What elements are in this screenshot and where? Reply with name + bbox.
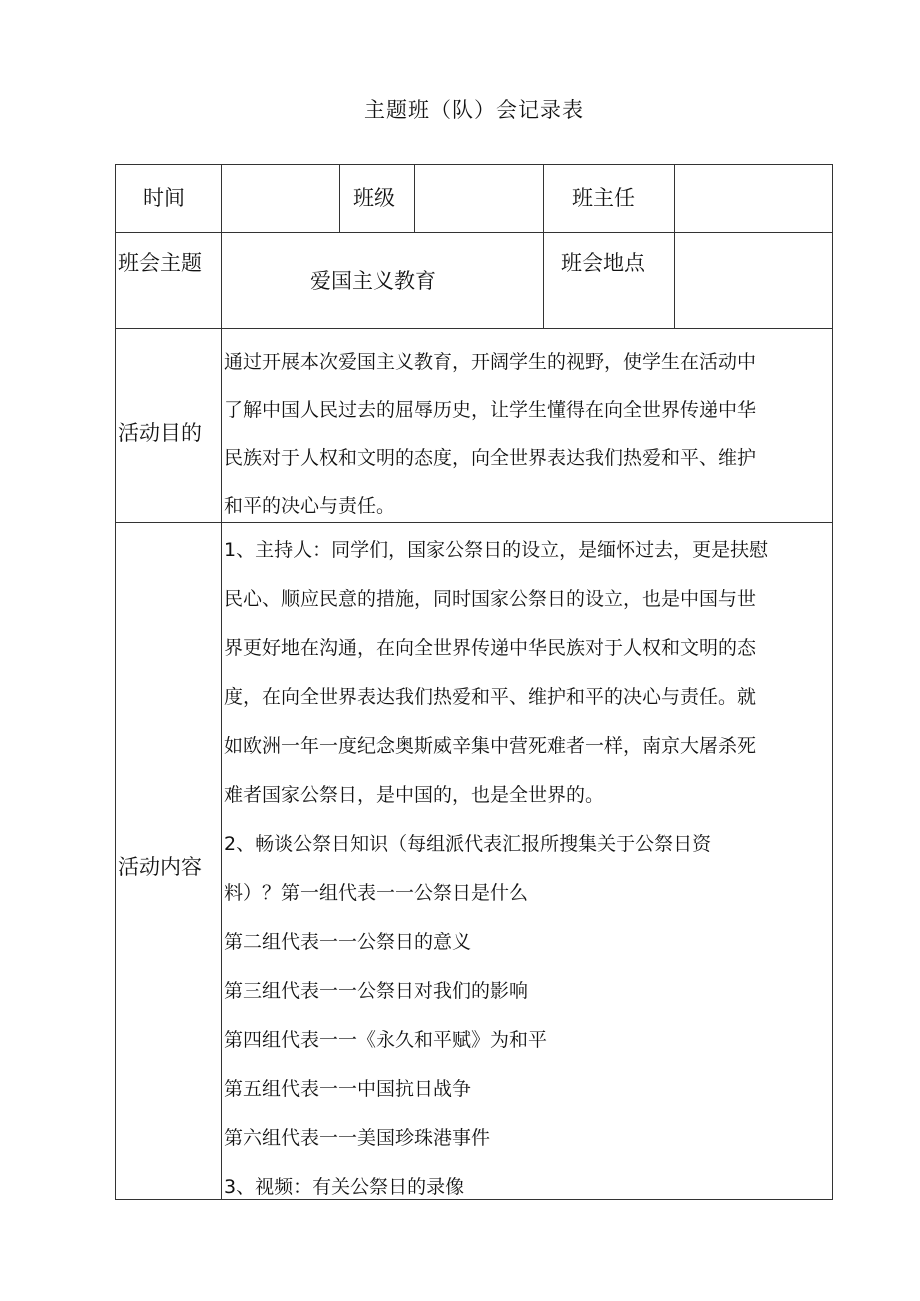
table-row-divider [115,232,833,233]
content-line: 难者国家公祭日，是中国的，也是全世界的。 [224,784,605,806]
content-line: 料）？第一组代表一一公祭日是什么 [224,882,529,904]
table-border-left [115,164,116,1200]
content-line: 第二组代表一一公祭日的意义 [224,931,472,953]
table-col-divider [339,164,340,232]
theme-label: 班会主题 [118,251,202,275]
purpose-line: 和平的决心与责任。 [224,495,396,517]
content-line: 界更好地在沟通，在向全世界传递中华民族对于人权和文明的态 [224,637,757,659]
content-line: 第三组代表一一公祭日对我们的影响 [224,980,529,1002]
purpose-line: 民族对于人权和文明的态度，向全世界表达我们热爱和平、维护 [224,447,757,469]
content-line: 度，在向全世界表达我们热爱和平、维护和平的决心与责任。就 [224,686,757,708]
table-col-divider [674,164,675,328]
content-line: 第四组代表一一《永久和平赋》为和平 [224,1029,548,1051]
content-line: 如欧洲一年一度纪念奥斯威辛集中营死难者一样，南京大屠杀死 [224,735,757,757]
content-line: 民心、顺应民意的措施，同时国家公祭日的设立，也是中国与世 [224,588,757,610]
head-teacher-label: 班主任 [572,186,635,210]
table-col-divider [543,164,544,328]
time-label: 时间 [143,186,185,210]
location-label: 班会地点 [561,251,645,275]
purpose-line: 了解中国人民过去的屈辱历史，让学生懂得在向全世界传递中华 [224,399,757,421]
content-label: 活动内容 [118,855,202,879]
purpose-text [224,338,834,530]
content-line: 3、视频：有关公祭日的录像 [224,1176,465,1198]
content-line: 第五组代表一一中国抗日战争 [224,1078,472,1100]
content-line: 2、畅谈公祭日知识（每组派代表汇报所搜集关于公祭日资 [224,833,712,855]
content-line: 第六组代表一一美国珍珠港事件 [224,1127,491,1149]
table-col-divider [414,164,415,232]
content-text [224,526,834,1212]
table-row-divider [115,328,833,329]
table-border-top [115,164,833,165]
table-col-divider [221,164,222,1200]
theme-value: 爱国主义教育 [310,269,436,293]
purpose-line: 通过开展本次爱国主义教育，开阔学生的视野，使学生在活动中 [224,351,757,373]
class-label: 班级 [353,186,395,210]
content-line: 1、主持人：同学们，国家公祭日的设立，是缅怀过去，更是扶慰 [224,539,769,561]
page-title: 主题班（队）会记录表 [364,98,584,122]
purpose-label: 活动目的 [118,421,202,445]
